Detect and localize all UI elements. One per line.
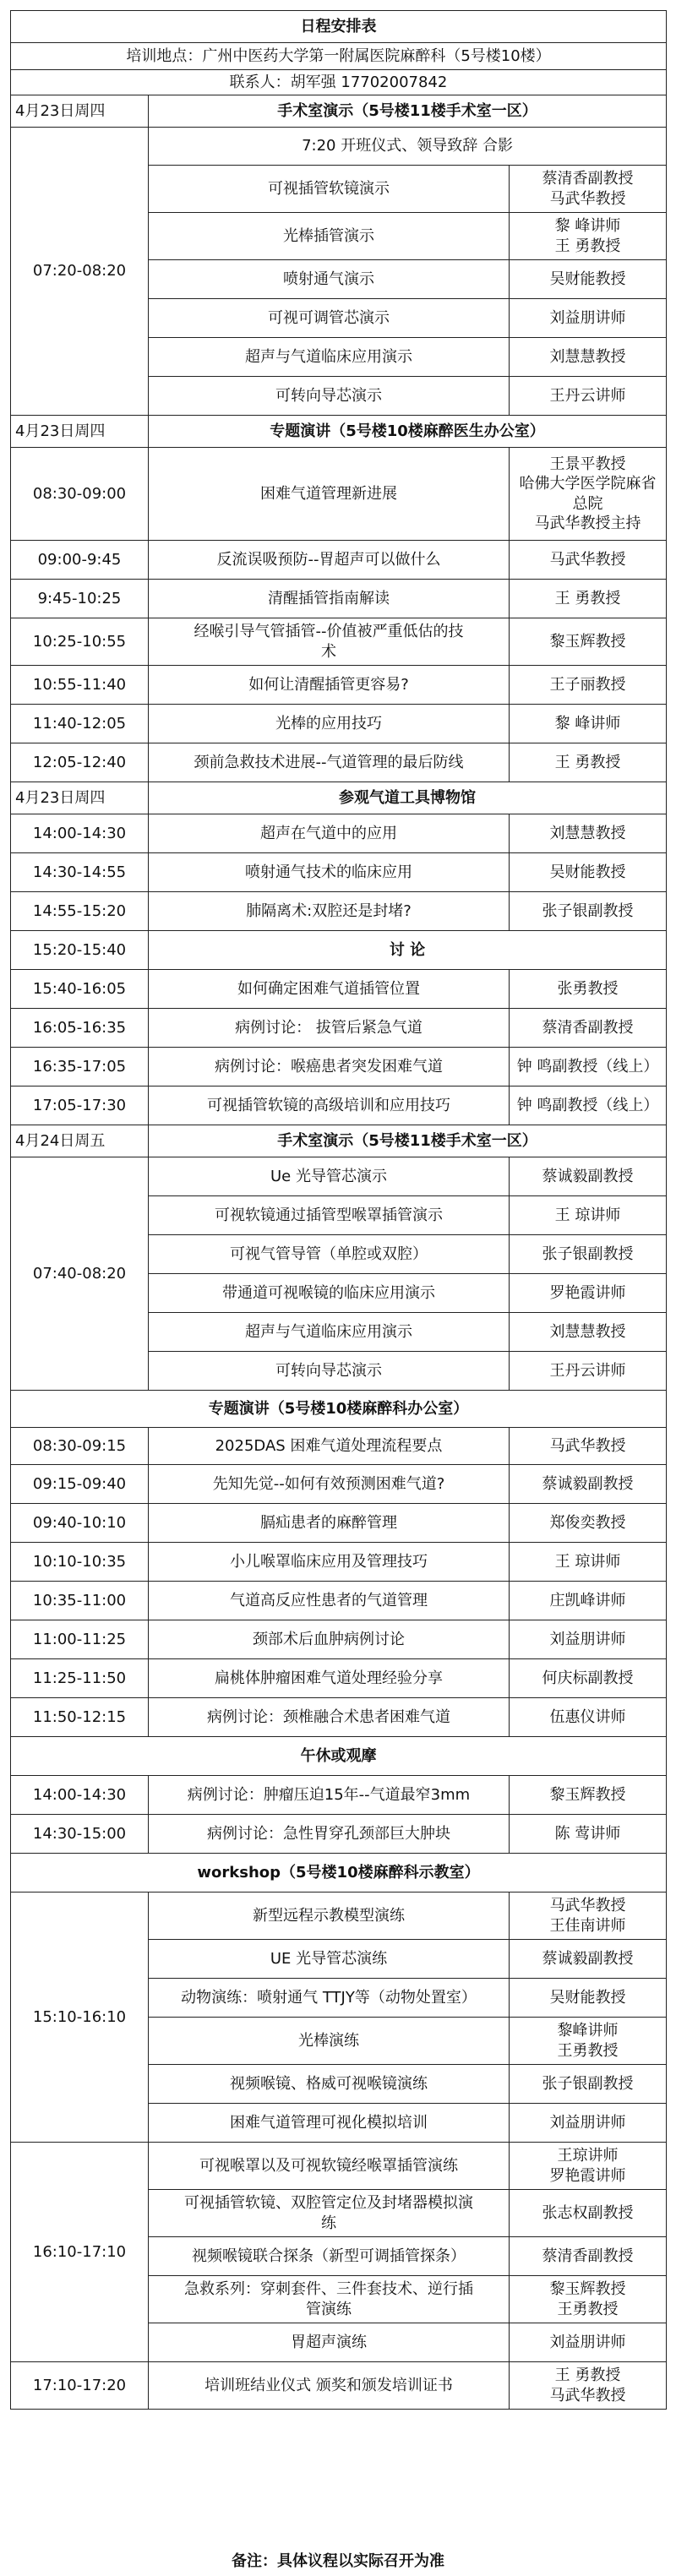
topic: 喷射通气演示 (149, 260, 510, 299)
schedule-row (11, 705, 667, 743)
break-title: 讨 论 (149, 931, 667, 970)
time-slot: 09:15-09:40 (11, 1465, 149, 1504)
schedule-row (11, 1465, 667, 1504)
schedule-row (11, 580, 667, 618)
time-slot: 16:35-17:05 (11, 1048, 149, 1086)
title-row (11, 11, 667, 43)
speaker: 马武华教授 (510, 1428, 667, 1465)
topic: 可视插管软镜、双腔管定位及封堵器模拟演 练 (149, 2190, 510, 2237)
speaker: 罗艳霞讲师 (510, 1274, 667, 1313)
speaker: 王丹云讲师 (510, 1352, 667, 1391)
schedule-row (11, 1009, 667, 1048)
schedule-row (11, 970, 667, 1009)
topic: 培训班结业仪式 颁奖和颁发培训证书 (149, 2362, 510, 2410)
time-slot: 07:20-08:20 (11, 128, 149, 416)
topic: 清醒插管指南解读 (149, 580, 510, 618)
schedule-row (11, 814, 667, 853)
topic: 超声在气道中的应用 (149, 814, 510, 853)
speaker: 陈 莺讲师 (510, 1815, 667, 1854)
topic: 带通道可视喉镜的临床应用演示 (149, 1274, 510, 1313)
speaker: 黎 峰讲师 王 勇教授 (510, 213, 667, 260)
topic: 反流误吸预防--胃超声可以做什么 (149, 541, 510, 580)
time-slot: 17:10-17:20 (11, 2362, 149, 2410)
time-slot: 11:50-12:15 (11, 1698, 149, 1737)
speaker: 蔡诚毅副教授 (510, 1465, 667, 1504)
time-slot: 10:10-10:35 (11, 1543, 149, 1582)
schedule-row (11, 1659, 667, 1698)
section-title: workshop（5号楼10楼麻醉科示教室） (11, 1854, 667, 1893)
contact-row (11, 70, 667, 95)
topic: 经喉引导气管插管--价值被严重低估的技 术 (149, 618, 510, 666)
speaker: 王 勇教授 (510, 743, 667, 782)
topic: 2025DAS 困难气道处理流程要点 (149, 1428, 510, 1465)
topic: 喷射通气技术的临床应用 (149, 853, 510, 892)
schedule-row (11, 743, 667, 782)
topic: 先知先觉--如何有效预测困难气道? (149, 1465, 510, 1504)
session-header-row (11, 1737, 667, 1776)
session-title: 手术室演示（5号楼11楼手术室一区） (149, 1125, 667, 1157)
time-slot: 11:00-11:25 (11, 1620, 149, 1659)
schedule-row (11, 892, 667, 931)
session-header-row (11, 782, 667, 814)
session-header-row (11, 1391, 667, 1428)
session-header-row (11, 1125, 667, 1157)
session-header-row (11, 416, 667, 448)
session-header-row (11, 931, 667, 970)
schedule-row (11, 1698, 667, 1737)
schedule-row (11, 1543, 667, 1582)
session-day: 4月23日周四 (11, 416, 149, 448)
speaker: 黎 峰讲师 (510, 705, 667, 743)
speaker: 庄凯峰讲师 (510, 1582, 667, 1620)
time-slot: 15:10-16:10 (11, 1893, 149, 2143)
schedule-row (11, 1815, 667, 1854)
speaker: 王 琼讲师 (510, 1196, 667, 1235)
speaker: 蔡清香副教授 (510, 1009, 667, 1048)
schedule-row (11, 128, 667, 166)
time-slot: 16:05-16:35 (11, 1009, 149, 1048)
speaker: 张子银副教授 (510, 1235, 667, 1274)
schedule-row (11, 618, 667, 666)
topic: 扁桃体肿瘤困难气道处理经验分享 (149, 1659, 510, 1698)
schedule-row (11, 1048, 667, 1086)
speaker: 张勇教授 (510, 970, 667, 1009)
time-slot: 09:00-9:45 (11, 541, 149, 580)
schedule-row (11, 2143, 667, 2190)
speaker: 张子银副教授 (510, 892, 667, 931)
session-title: 参观气道工具博物馆 (149, 782, 667, 814)
schedule-row (11, 1620, 667, 1659)
section-title: 专题演讲（5号楼10楼麻醉科办公室） (11, 1391, 667, 1428)
speaker: 伍惠仪讲师 (510, 1698, 667, 1737)
schedule-table (10, 10, 667, 2410)
time-slot: 07:40-08:20 (11, 1157, 149, 1391)
topic: 病例讨论：肿瘤压迫15年--气道最窄3mm (149, 1776, 510, 1815)
speaker: 吴财能教授 (510, 853, 667, 892)
time-slot: 14:55-15:20 (11, 892, 149, 931)
session-day: 4月24日周五 (11, 1125, 149, 1157)
topic: 如何让清醒插管更容易? (149, 666, 510, 705)
topic: 颈部术后血肿病例讨论 (149, 1620, 510, 1659)
contact-text: 联系人：胡军强 17702007842 (11, 70, 667, 95)
topic: 病例讨论：喉癌患者突发困难气道 (149, 1048, 510, 1086)
topic: 超声与气道临床应用演示 (149, 1313, 510, 1352)
topic: 动物演练：喷射通气 TTJY等（动物处置室） (149, 1979, 510, 2018)
topic: 可视插管软镜演示 (149, 166, 510, 213)
topic: 可视喉罩以及可视软镜经喉罩插管演练 (149, 2143, 510, 2190)
time-slot: 15:40-16:05 (11, 970, 149, 1009)
speaker: 王 勇教授 马武华教授 (510, 2362, 667, 2410)
topic: 颈前急救技术进展--气道管理的最后防线 (149, 743, 510, 782)
schedule-row (11, 1776, 667, 1815)
time-slot: 14:30-14:55 (11, 853, 149, 892)
time-slot: 08:30-09:00 (11, 448, 149, 541)
topic: 可视插管软镜的高级培训和应用技巧 (149, 1086, 510, 1125)
time-slot: 11:40-12:05 (11, 705, 149, 743)
speaker: 黎玉辉教授 (510, 618, 667, 666)
time-slot: 11:25-11:50 (11, 1659, 149, 1698)
topic: 病例讨论：颈椎融合术患者困难气道 (149, 1698, 510, 1737)
speaker: 何庆标副教授 (510, 1659, 667, 1698)
venue-row (11, 43, 667, 70)
time-slot: 12:05-12:40 (11, 743, 149, 782)
schedule-row (11, 1086, 667, 1125)
topic: 视频喉镜、格威可视喉镜演练 (149, 2065, 510, 2104)
topic: 视频喉镜联合探条（新型可调插管探条） (149, 2237, 510, 2276)
schedule-row (11, 1893, 667, 1940)
topic: 困难气道管理可视化模拟培训 (149, 2104, 510, 2143)
topic: 可视可调管芯演示 (149, 299, 510, 338)
topic: 肺隔离术:双腔还是封堵? (149, 892, 510, 931)
session-title: 手术室演示（5号楼11楼手术室一区） (149, 95, 667, 128)
time-slot: 09:40-10:10 (11, 1504, 149, 1543)
schedule-row (11, 666, 667, 705)
topic: 光棒的应用技巧 (149, 705, 510, 743)
time-slot: 16:10-17:10 (11, 2143, 149, 2362)
schedule-row (11, 541, 667, 580)
speaker: 刘慧慧教授 (510, 1313, 667, 1352)
time-slot: 08:30-09:15 (11, 1428, 149, 1465)
topic: Ue 光导管芯演示 (149, 1157, 510, 1196)
topic: 膈疝患者的麻醉管理 (149, 1504, 510, 1543)
topic: 可转向导芯演示 (149, 1352, 510, 1391)
time-slot: 14:30-15:00 (11, 1815, 149, 1854)
time-slot: 14:00-14:30 (11, 1776, 149, 1815)
session-title: 专题演讲（5号楼10楼麻醉医生办公室） (149, 416, 667, 448)
speaker: 马武华教授 王佳南讲师 (510, 1893, 667, 1940)
topic: 急救系列：穿刺套件、三件套技术、逆行插 管演练 (149, 2276, 510, 2323)
time-slot: 10:35-11:00 (11, 1582, 149, 1620)
session-header-row (11, 1854, 667, 1893)
speaker: 蔡清香副教授 (510, 2237, 667, 2276)
speaker: 王丹云讲师 (510, 377, 667, 416)
speaker: 蔡诚毅副教授 (510, 1940, 667, 1979)
speaker: 王子丽教授 (510, 666, 667, 705)
time-slot: 9:45-10:25 (11, 580, 149, 618)
topic: 病例讨论： 拔管后紧急气道 (149, 1009, 510, 1048)
topic: 小儿喉罩临床应用及管理技巧 (149, 1543, 510, 1582)
speaker: 黎玉辉教授 (510, 1776, 667, 1815)
speaker: 马武华教授 (510, 541, 667, 580)
speaker: 王 琼讲师 (510, 1543, 667, 1582)
speaker: 蔡诚毅副教授 (510, 1157, 667, 1196)
schedule-row (11, 448, 667, 541)
topic: 新型远程示教模型演练 (149, 1893, 510, 1940)
speaker: 蔡清香副教授 马武华教授 (510, 166, 667, 213)
topic: 可视软镜通过插管型喉罩插管演示 (149, 1196, 510, 1235)
topic: 气道高反应性患者的气道管理 (149, 1582, 510, 1620)
schedule-row (11, 1157, 667, 1196)
topic: 超声与气道临床应用演示 (149, 338, 510, 377)
topic: UE 光导管芯演练 (149, 1940, 510, 1979)
time-slot: 17:05-17:30 (11, 1086, 149, 1125)
topic: 可视气管导管（单腔或双腔） (149, 1235, 510, 1274)
speaker: 钟 鸣副教授（线上） (510, 1048, 667, 1086)
speaker: 刘益朋讲师 (510, 299, 667, 338)
session-header-row (11, 95, 667, 128)
speaker: 钟 鸣副教授（线上） (510, 1086, 667, 1125)
time-slot: 14:00-14:30 (11, 814, 149, 853)
speaker: 张子银副教授 (510, 2065, 667, 2104)
footnote: 备注：具体议程以实际召开为准 (232, 2552, 444, 2570)
topic: 光棒插管演示 (149, 213, 510, 260)
schedule-row (11, 853, 667, 892)
speaker: 刘益朋讲师 (510, 2104, 667, 2143)
speaker: 王景平教授 哈佛大学医学院麻省 总院 马武华教授主持 (510, 448, 667, 541)
time-slot: 10:25-10:55 (11, 618, 149, 666)
topic: 病例讨论：急性胃穿孔颈部巨大肿块 (149, 1815, 510, 1854)
section-title: 午休或观摩 (11, 1737, 667, 1776)
speaker: 吴财能教授 (510, 260, 667, 299)
topic: 可转向导芯演示 (149, 377, 510, 416)
venue-text: 培训地点：广州中医药大学第一附属医院麻醉科（5号楼10楼） (11, 43, 667, 70)
speaker: 刘慧慧教授 (510, 814, 667, 853)
time-slot: 10:55-11:40 (11, 666, 149, 705)
speaker: 刘益朋讲师 (510, 2323, 667, 2362)
topic: 困难气道管理新进展 (149, 448, 510, 541)
speaker: 黎峰讲师 王勇教授 (510, 2018, 667, 2065)
session-day: 4月23日周四 (11, 782, 149, 814)
speaker: 王 勇教授 (510, 580, 667, 618)
break-time: 15:20-15:40 (11, 931, 149, 970)
speaker: 张志权副教授 (510, 2190, 667, 2237)
session-day: 4月23日周四 (11, 95, 149, 128)
schedule-row (11, 1428, 667, 1465)
speaker: 王琼讲师 罗艳霞讲师 (510, 2143, 667, 2190)
speaker: 吴财能教授 (510, 1979, 667, 2018)
schedule-title: 日程安排表 (11, 11, 667, 43)
topic: 如何确定困难气道插管位置 (149, 970, 510, 1009)
schedule-row (11, 2362, 667, 2410)
topic: 胃超声演练 (149, 2323, 510, 2362)
speaker: 郑俊奕教授 (510, 1504, 667, 1543)
topic: 光棒演练 (149, 2018, 510, 2065)
speaker: 刘慧慧教授 (510, 338, 667, 377)
speaker: 黎玉辉教授 王勇教授 (510, 2276, 667, 2323)
schedule-row (11, 1582, 667, 1620)
schedule-row (11, 1504, 667, 1543)
speaker: 刘益朋讲师 (510, 1620, 667, 1659)
topic: 7:20 开班仪式、领导致辞 合影 (149, 128, 667, 166)
